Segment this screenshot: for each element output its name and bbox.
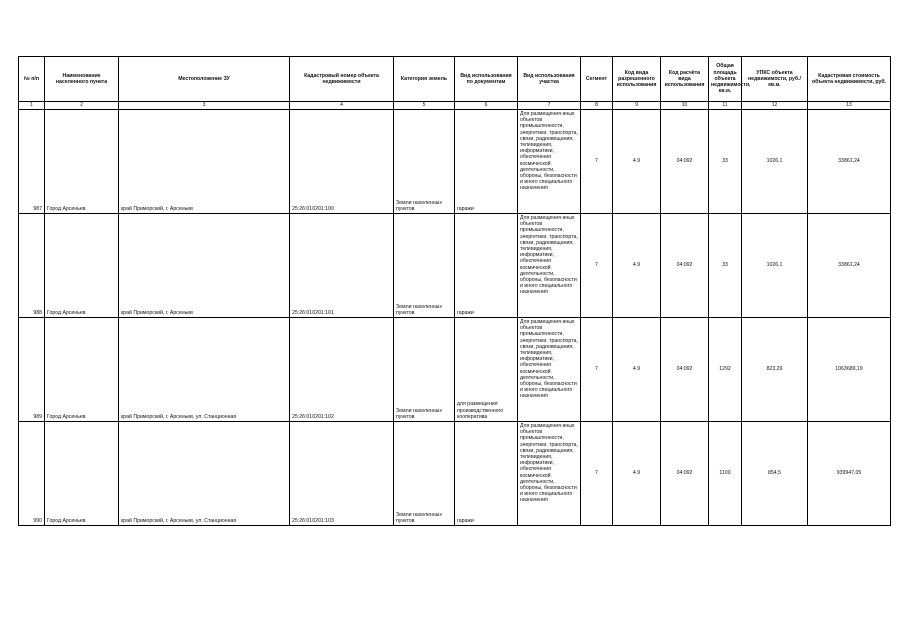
upks-cell: 854,5 — [742, 422, 808, 526]
column-number: 11 — [709, 102, 742, 110]
cadastral-number-cell: 25:26:010201:101 — [290, 214, 394, 318]
settlement-cell: Город Арсеньев — [45, 214, 119, 318]
row-number: 990 — [19, 422, 45, 526]
column-number-row — [19, 102, 891, 110]
column-header: Кадастровая стоимость объекта недвижимости, руб. — [808, 57, 891, 102]
parcel-use-cell: Для размещения иных объектов промышленности, энергетики, транспорта, связи, радиовещания, телевидения, информатики, обеспечения космической деятельности, обороны, безопасности и иного специального назначения — [518, 110, 581, 214]
document-use-cell: гаражи — [455, 110, 518, 214]
column-header: Категория земель — [394, 57, 455, 102]
permitted-use-code-cell: 4.9 — [613, 214, 661, 318]
table-row — [19, 110, 891, 214]
column-number: 1 — [19, 102, 45, 110]
cadastral-number-cell: 25:26:010201:102 — [290, 318, 394, 422]
upks-cell: 823,29 — [742, 318, 808, 422]
row-number: 989 — [19, 318, 45, 422]
column-number: 7 — [518, 102, 581, 110]
parcel-use-cell: Для размещения иных объектов промышленности, энергетики, транспорта, связи, радиовещания, телевидения, информатики, обеспечения космической деятельности, обороны, безопасности и иного специального назначения — [518, 318, 581, 422]
location-cell: край Приморский, г. Арсеньев, ул. Станционная — [119, 318, 290, 422]
document-use-cell: для размещения производственного кооператива — [455, 318, 518, 422]
area-cell: 33 — [709, 214, 742, 318]
location-cell: край Приморский, г. Арсеньев — [119, 214, 290, 318]
cadastral-value-cell: 33861,24 — [808, 110, 891, 214]
permitted-use-code-cell: 4.9 — [613, 422, 661, 526]
column-header: Общая площадь объекта недвижимости, кв.м. — [709, 57, 742, 102]
header-row — [19, 57, 891, 102]
column-header: Вид использования участка — [518, 57, 581, 102]
cadastral-value-cell: 1063689,19 — [808, 318, 891, 422]
table-row — [19, 422, 891, 526]
table-row — [19, 318, 891, 422]
document-use-cell: гаражи — [455, 214, 518, 318]
upks-cell: 1026,1 — [742, 110, 808, 214]
segment-cell: 7 — [581, 214, 613, 318]
cadastral-value-cell: 33861,24 — [808, 214, 891, 318]
column-number: 13 — [808, 102, 891, 110]
column-number: 9 — [613, 102, 661, 110]
column-header: Код вида разрешенного использования — [613, 57, 661, 102]
calc-code-cell: 04:092 — [661, 214, 709, 318]
column-header: УПКС объекта недвижимости, руб./кв.м. — [742, 57, 808, 102]
area-cell: 33 — [709, 110, 742, 214]
settlement-cell: Город Арсеньев — [45, 110, 119, 214]
column-number: 12 — [742, 102, 808, 110]
land-category-cell: Земли населенных пунктов — [394, 214, 455, 318]
location-cell: край Приморский, г. Арсеньев — [119, 110, 290, 214]
settlement-cell: Город Арсеньев — [45, 422, 119, 526]
column-number: 4 — [290, 102, 394, 110]
column-number: 8 — [581, 102, 613, 110]
column-number: 5 — [394, 102, 455, 110]
land-category-cell: Земли населенных пунктов — [394, 422, 455, 526]
parcel-use-cell: Для размещения иных объектов промышленности, энергетики, транспорта, связи, радиовещания, телевидения, информатики, обеспечения космической деятельности, обороны, безопасности и иного специального назначения — [518, 214, 581, 318]
land-category-cell: Земли населенных пунктов — [394, 110, 455, 214]
settlement-cell: Город Арсеньев — [45, 318, 119, 422]
calc-code-cell: 04:092 — [661, 110, 709, 214]
column-header: № п/п — [19, 57, 45, 102]
cadastral-number-cell: 25:26:010201:103 — [290, 422, 394, 526]
segment-cell: 7 — [581, 318, 613, 422]
parcel-use-cell: Для размещения иных объектов промышленности, энергетики, транспорта, связи, радиовещания, телевидения, информатики, обеспечения космической деятельности, обороны, безопасности и иного специального назначения — [518, 422, 581, 526]
column-header: Кадастровый номер объекта недвижимости — [290, 57, 394, 102]
table-row — [19, 214, 891, 318]
document-use-cell: гаражи — [455, 422, 518, 526]
location-cell: край Приморский, г. Арсеньев, ул. Станционная — [119, 422, 290, 526]
permitted-use-code-cell: 4.9 — [613, 318, 661, 422]
row-number: 988 — [19, 214, 45, 318]
cadastral-table — [18, 56, 891, 526]
column-number: 2 — [45, 102, 119, 110]
column-header: Наименование населенного пункта — [45, 57, 119, 102]
row-number: 987 — [19, 110, 45, 214]
table-body — [19, 110, 891, 526]
upks-cell: 1026,1 — [742, 214, 808, 318]
area-cell: 1100 — [709, 422, 742, 526]
column-header: Сегмент — [581, 57, 613, 102]
cadastral-value-cell: 939947,05 — [808, 422, 891, 526]
calc-code-cell: 04:092 — [661, 318, 709, 422]
cadastral-number-cell: 25:26:010201:100 — [290, 110, 394, 214]
permitted-use-code-cell: 4.9 — [613, 110, 661, 214]
column-header: Код расчёта вида использования — [661, 57, 709, 102]
segment-cell: 7 — [581, 110, 613, 214]
column-number: 3 — [119, 102, 290, 110]
column-header: Вид использования по документам — [455, 57, 518, 102]
segment-cell: 7 — [581, 422, 613, 526]
calc-code-cell: 04:092 — [661, 422, 709, 526]
area-cell: 1292 — [709, 318, 742, 422]
column-header: Местоположение ЗУ — [119, 57, 290, 102]
column-number: 6 — [455, 102, 518, 110]
land-category-cell: Земли населенных пунктов — [394, 318, 455, 422]
column-number: 10 — [661, 102, 709, 110]
